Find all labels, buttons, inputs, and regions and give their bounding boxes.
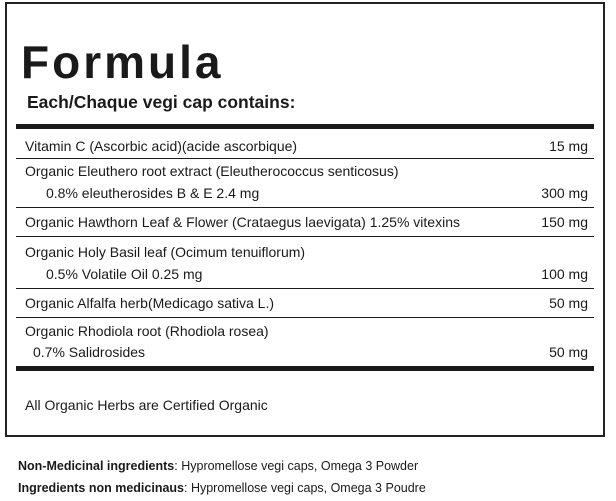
ingredient-amount: 150 mg [541,214,588,230]
non-medicinal-fr [18,480,426,496]
ingredient-detail: 0.5% Volatile Oil 0.25 mg [46,266,203,282]
non-medicinal-en-value: : Hypromellose vegi caps, Omega 3 Powder [174,459,419,473]
ingredient-name: Organic Alfalfa herb(Medicago sativa L.) [25,295,275,311]
formula-title: Formula [21,36,224,88]
non-medicinal-en-label: Non-Medicinal ingredients [18,459,175,473]
non-medicinal-en [18,458,418,474]
row-divider [16,288,594,289]
ingredient-amount: 50 mg [549,344,588,360]
row-divider [16,236,594,237]
ingredient-amount: 300 mg [541,185,588,201]
ingredient-name: Organic Hawthorn Leaf & Flower (Crataegus laevigata) 1.25% vitexins [25,214,460,230]
ingredient-name: Organic Holy Basil leaf (Ocimum tenuiflorum) [25,244,306,260]
ingredient-amount: 50 mg [549,295,588,311]
ingredient-name: Organic Eleuthero root extract (Eleutherococcus senticosus) [25,163,399,179]
ingredient-name: Vitamin C (Ascorbic acid)(acide ascorbique) [25,138,298,154]
row-divider [16,207,594,208]
certified-organic-note: All Organic Herbs are Certified Organic [25,397,268,413]
row-divider [16,317,594,318]
top-divider [16,124,594,129]
ingredient-name: Organic Rhodiola root (Rhodiola rosea) [25,323,269,339]
ingredient-detail: 0.7% Salidrosides [33,344,146,360]
ingredient-amount: 100 mg [541,266,588,282]
non-medicinal-fr-value: : Hypromellose vegi caps, Omega 3 Poudre [184,481,426,495]
non-medicinal-fr-label: Ingredients non medicinaus [18,481,184,495]
bottom-divider [16,366,594,371]
ingredient-detail: 0.8% eleutherosides B & E 2.4 mg [46,185,260,201]
ingredient-amount: 15 mg [549,138,588,154]
formula-subtitle: Each/Chaque vegi cap contains: [27,92,296,112]
row-divider [16,158,594,159]
